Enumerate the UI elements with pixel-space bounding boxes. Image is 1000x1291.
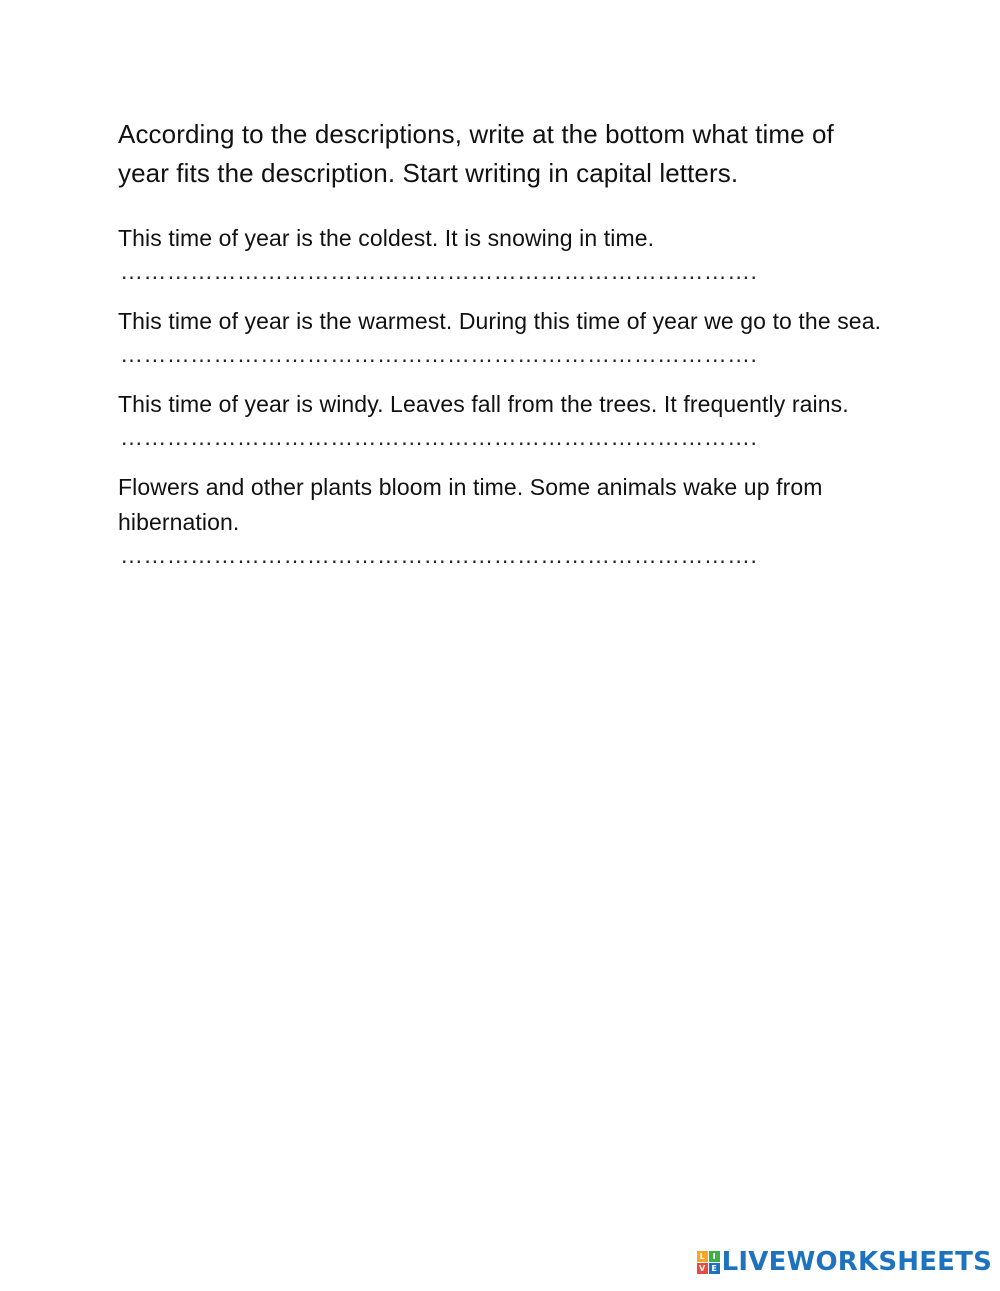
liveworksheets-logo xyxy=(697,1247,992,1277)
instructions-text: According to the descriptions, write at the bottom what time of year fits the description. Start writing in capital letters. xyxy=(118,119,834,188)
logo-text: LIVEWORKSHEETS xyxy=(721,1247,992,1277)
question-item xyxy=(118,221,888,286)
liveworksheets-logo-icon xyxy=(697,1251,720,1274)
answer-input[interactable] xyxy=(118,339,828,369)
question-text: This time of year is the coldest. It is snowing in time. xyxy=(118,225,655,251)
question-text: Flowers and other plants bloom in time. Some animals wake up from hibernation. xyxy=(118,474,823,535)
logo-block: L xyxy=(697,1251,708,1262)
logo-block: I xyxy=(709,1251,720,1262)
question-item xyxy=(118,304,888,369)
question-text: This time of year is the warmest. During this time of year we go to the sea. xyxy=(118,308,882,334)
worksheet xyxy=(118,115,888,588)
answer-input[interactable] xyxy=(118,422,828,452)
logo-block: E xyxy=(709,1263,720,1274)
question-item xyxy=(118,470,888,570)
question-text: This time of year is windy. Leaves fall from the trees. It frequently rains. xyxy=(118,391,849,417)
question-item xyxy=(118,387,888,452)
logo-block: V xyxy=(697,1263,708,1274)
answer-input[interactable] xyxy=(118,256,828,286)
answer-input[interactable] xyxy=(118,540,828,570)
